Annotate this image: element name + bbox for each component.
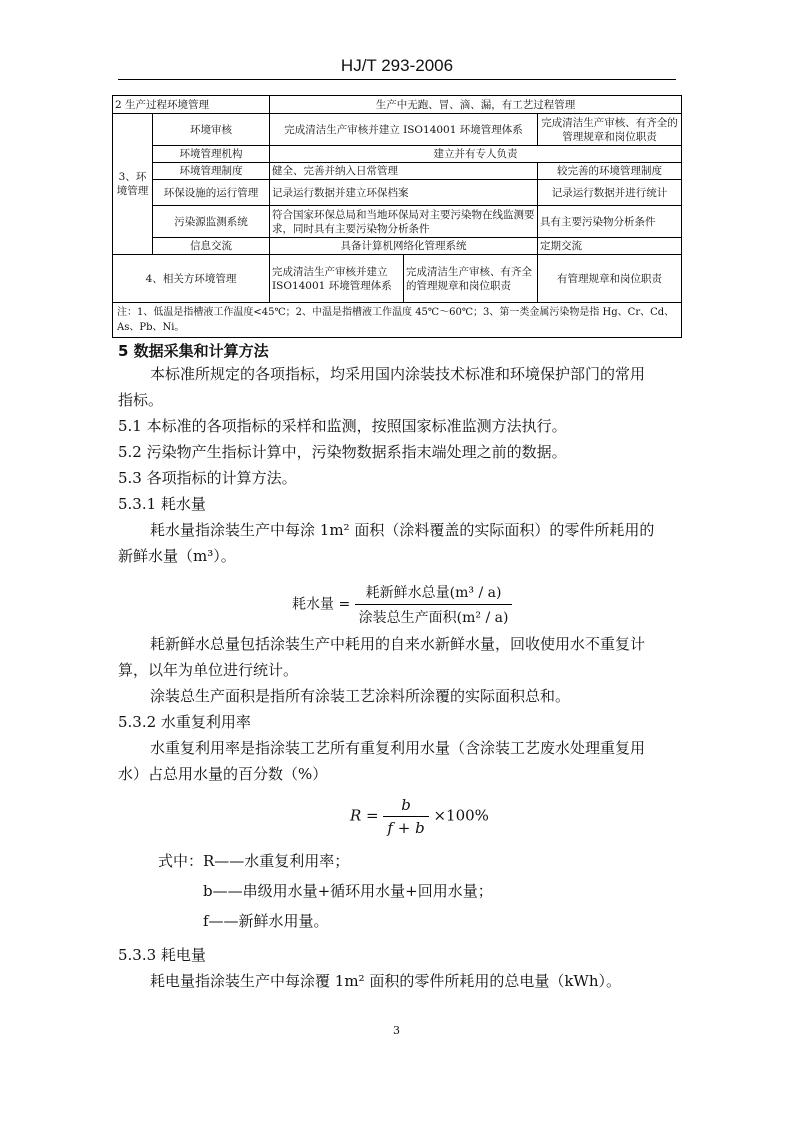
table-cell: 记录运行数据并进行统计 [538,180,682,206]
paragraph-line: 新鲜水量（m³）。 [118,547,236,565]
paragraph-line: 水）占总用水量的百分数（%） [118,765,328,783]
table-cell: 较完善的环境管理制度 [538,163,682,180]
table-cell: 环境管理机构 [153,146,270,163]
formula-multiplier: ×100% [433,806,489,825]
paragraph-line: 耗电量指涂装生产中每涂覆 1m² 面积的零件所耗用的总电量（kWh）。 [150,972,621,990]
formula-fraction [383,796,428,837]
table-cell: 信息交流 [153,238,270,255]
table-cell: 完成清洁生产审核并建立 ISO14001 环境管理体系 [270,255,404,303]
formula-fraction [355,582,513,627]
table-cell: 完成清洁生产审核、有齐全的管理规章和岗位职责 [538,114,682,146]
definition-r: 式中：R——水重复利用率； [158,852,350,870]
table-cell: 环境审核 [153,114,270,146]
paragraph-line: 算，以年为单位进行统计。 [118,661,299,679]
clause-5-1: 5.1 本标准的各项指标的采样和监测，按照国家标准监测方法执行。 [118,417,567,435]
table-cell: 符合国家环保总局和当地环保局对主要污染物在线监测要求，同时具有主要污染物分析条件 [270,206,538,238]
clause-5-3: 5.3 各项指标的计算方法。 [118,469,297,487]
paragraph-line: 耗新鲜水总量包括涂装生产中耗用的自来水新鲜水量，回收使用水不重复计 [150,635,646,653]
clause-5-3-3: 5.3.3 耗电量 [118,946,206,964]
clause-5-2: 5.2 污染物产生指标计算中，污染物数据系指末端处理之前的数据。 [118,443,567,461]
table-note: 注：1、低温是指槽液工作温度<45℃；2、中温是指槽液工作温度 45℃～60℃；3、第一类金属污染物是指 Hg、Cr、Cd、As、Pb、Ni。 [113,303,682,338]
formula-numerator: 耗新鲜水总量(m³ / a) [355,582,513,605]
table-cell: 环保设施的运行管理 [153,180,270,206]
paragraph-line: 涂装总生产面积是指所有涂装工艺涂料所涂覆的实际面积总和。 [150,687,571,705]
water-reuse-formula [350,796,489,837]
definition-b: b——串级用水量+循环用水量+回用水量； [203,882,493,900]
section-heading: 5 数据采集和计算方法 [118,342,269,360]
table-row [113,238,682,255]
formula-denominator: 涂装总生产面积(m² / a) [358,610,509,626]
table-row [113,303,682,338]
formula-lhs: 耗水量 = [292,596,351,613]
formula-denominator: f + b [387,819,425,837]
table-cell: 记录运行数据并建立环保档案 [270,180,538,206]
table-cell: 2 生产过程环境管理 [113,96,270,114]
management-indicator-table [112,95,682,338]
standard-code-header: HJ/T 293-2006 [340,56,454,75]
table-cell: 生产中无跑、冒、滴、漏，有工艺过程管理 [270,96,682,114]
page-number: 3 [393,1024,400,1037]
paragraph-line: 水重复利用率是指涂装工艺所有重复利用水量（含涂装工艺废水处理重复用 [150,739,646,757]
table-row [113,163,682,180]
paragraph-line: 指标。 [118,391,164,409]
table-row [113,114,682,146]
table-cell: 具有主要污染物分析条件 [538,206,682,238]
table-cell: 4、相关方环境管理 [113,255,270,303]
table-cell: 污染源监测系统 [153,206,270,238]
table-row [113,206,682,238]
table-cell: 建立并有专人负责 [270,146,682,163]
clause-5-3-2: 5.3.2 水重复利用率 [118,713,251,731]
header-rule [118,79,676,80]
table-cell: 健全、完善并纳入日常管理 [270,163,538,180]
clause-5-3-1: 5.3.1 耗水量 [118,495,206,513]
group-label-cell: 3、环境管理 [113,114,153,255]
paragraph-line: 本标准所规定的各项指标，均采用国内涂装技术标准和环境保护部门的常用 [150,365,646,383]
paragraph-line: 耗水量指涂装生产中每涂 1m² 面积（涂料覆盖的实际面积）的零件所耗用的 [150,521,655,539]
formula-numerator: b [383,796,428,817]
table-cell: 定期交流 [538,238,682,255]
table-cell: 具备计算机网络化管理系统 [270,238,538,255]
table-cell: 有管理规章和岗位职责 [538,255,682,303]
table-row [113,96,682,114]
formula-lhs: R = [350,806,379,825]
water-consumption-formula [292,582,512,627]
definition-f: f——新鲜水用量。 [203,912,329,930]
table-row [113,180,682,206]
table-row [113,146,682,163]
table-cell: 完成清洁生产审核、有齐全的管理规章和岗位职责 [404,255,538,303]
table-row [113,255,682,303]
table-cell: 完成清洁生产审核并建立 ISO14001 环境管理体系 [270,114,538,146]
table-cell: 环境管理制度 [153,163,270,180]
